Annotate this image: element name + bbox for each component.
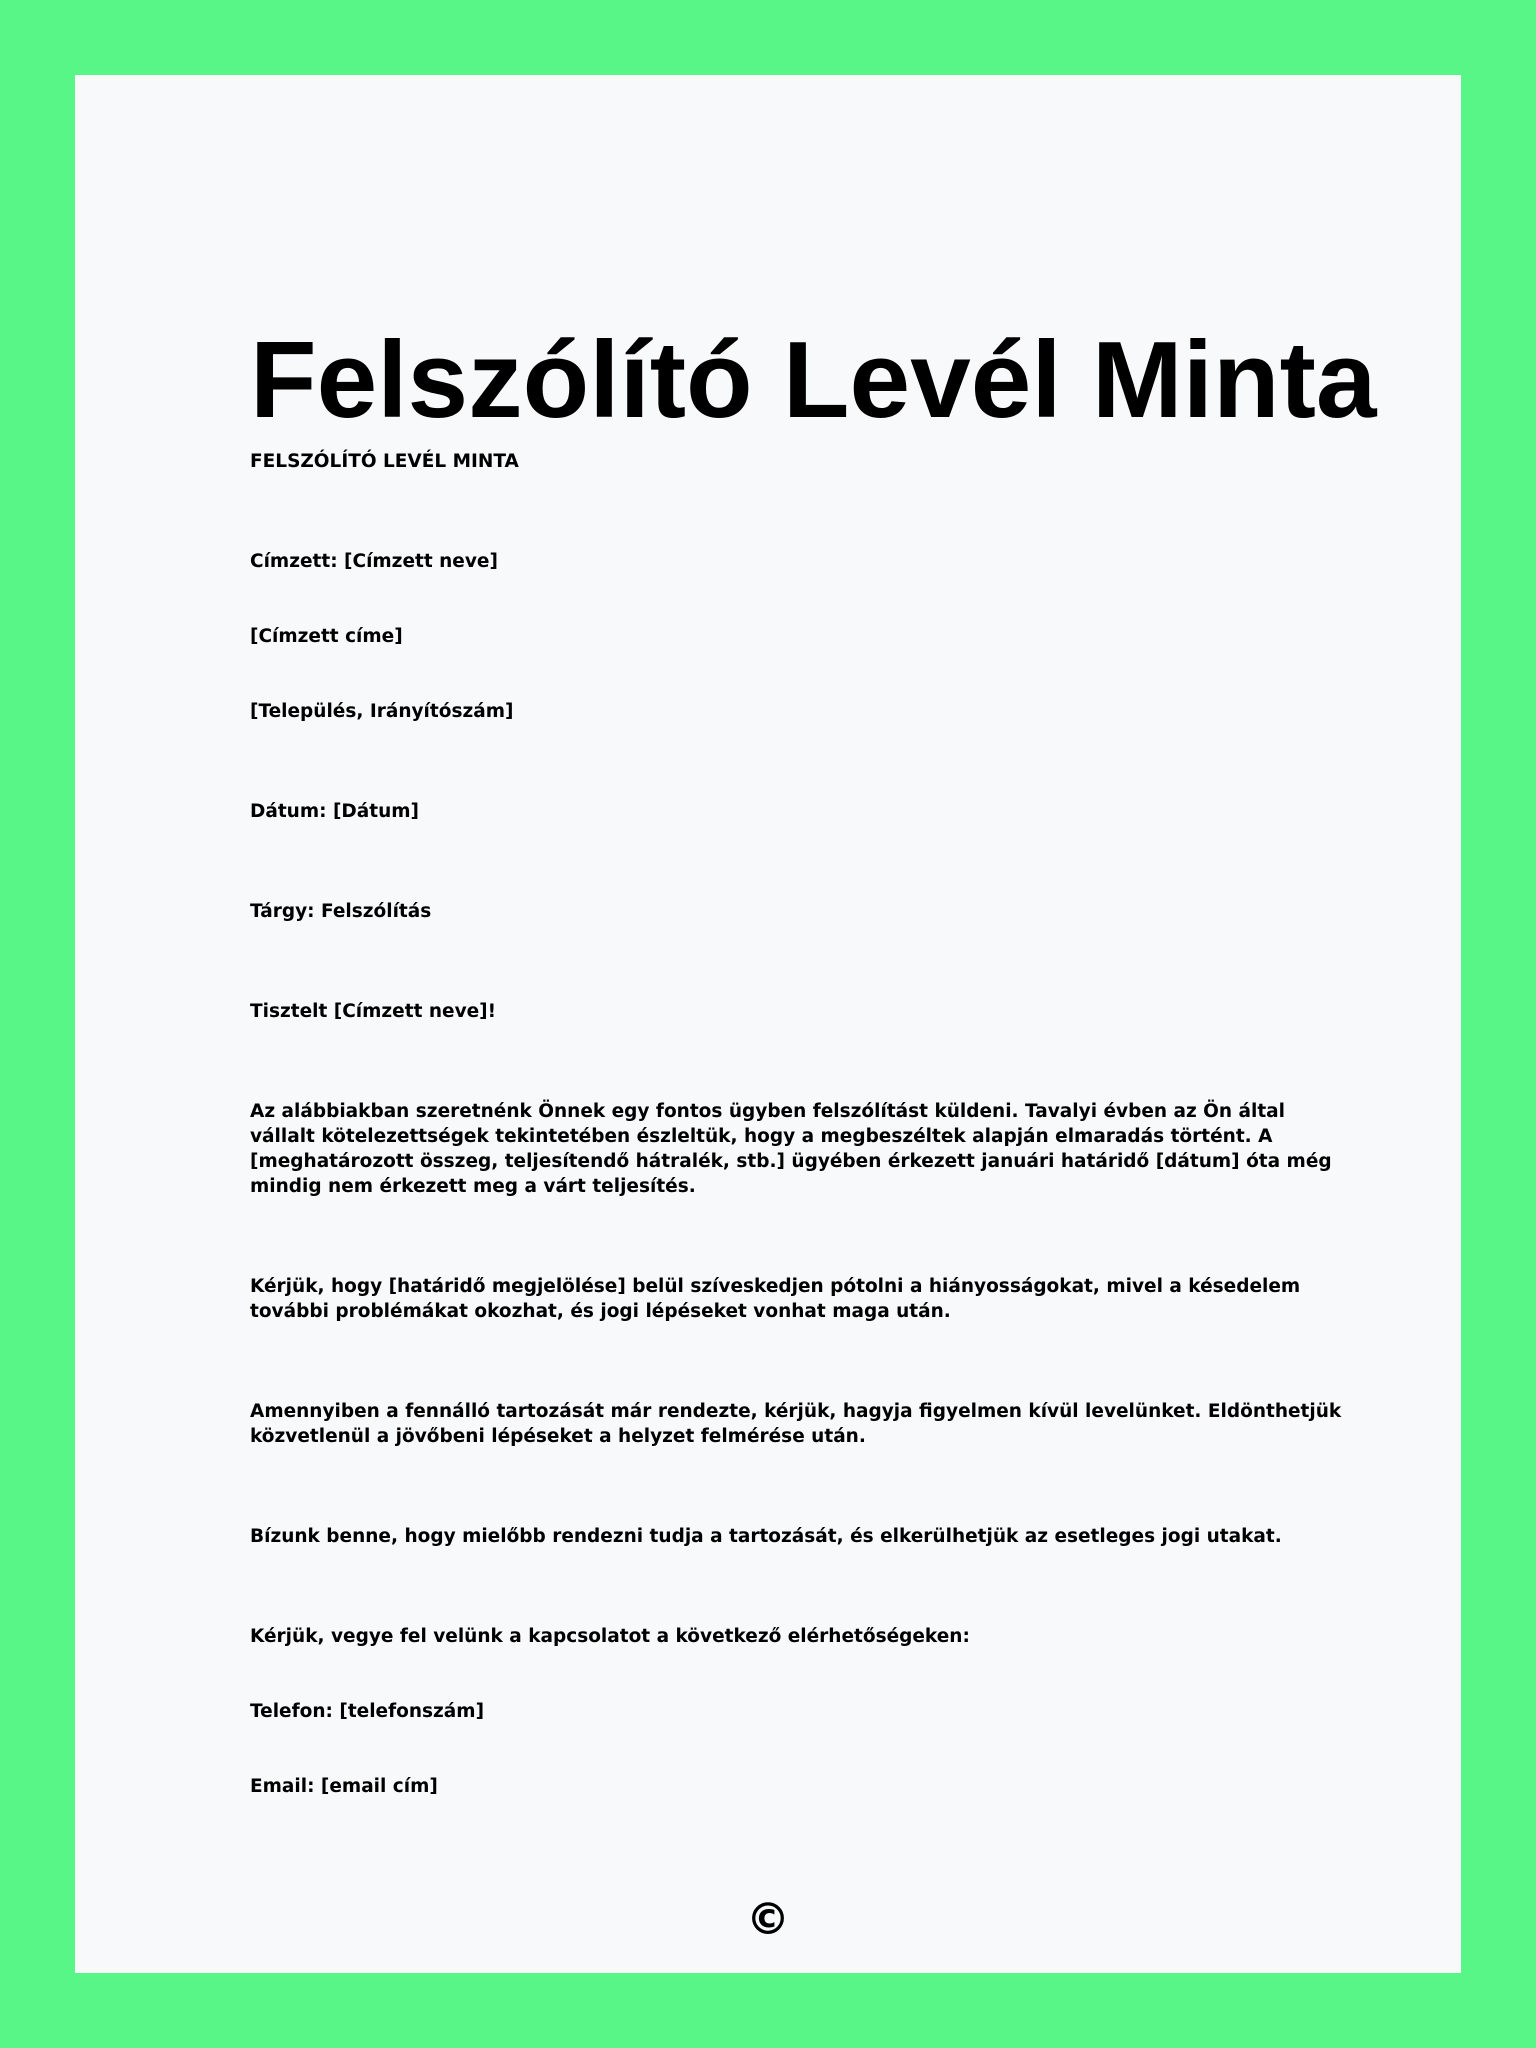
body-paragraph-1: Az alábbiakban szeretnénk Önnek egy fontos ügyben felszólítást küldeni. Tavalyi évben az Ön által vállalt kötelezettségek tekintetében észleltük, hogy a megbeszéltek alapján elmaradás történt. A [meghatározott összeg, teljesítendő hátralék, stb.] ügyében érkezett januári határidő [dátum] óta még mindig nem érkezett meg a várt teljesítés. [250,1101,1332,1197]
date-line: Dátum: [Dátum] [250,801,420,822]
copyright-icon: © [746,1894,790,1945]
subject-line: Tárgy: Felszólítás [250,901,432,922]
address-line: [Címzett címe] [250,626,403,647]
phone-line: Telefon: [telefonszám] [250,1701,485,1722]
body-paragraph-3: Amennyiben a fennálló tartozását már rendezte, kérjük, hagyja figyelmen kívül levelünket. Eldönthetjük közvetlenül a jövőbeni lépéseket a helyzet felmérése után. [250,1401,1342,1447]
email-line: Email: [email cím] [250,1776,438,1797]
recipient-line: Címzett: [Címzett neve] [250,551,498,572]
letter-heading: FELSZÓLÍTÓ LEVÉL MINTA [250,451,519,472]
contact-intro: Kérjük, vegye fel velünk a kapcsolatot a következő elérhetőségeken: [250,1626,970,1647]
city-line: [Település, Irányítószám] [250,701,514,722]
body-paragraph-2: Kérjük, hogy [határidő megjelölése] belül szíveskedjen pótolni a hiányosságokat, mivel a késedelem további problémákat okozhat, és jogi lépéseket vonhat maga után. [250,1276,1301,1322]
body-paragraph-4: Bízunk benne, hogy mielőbb rendezni tudja a tartozását, és elkerülhetjük az esetleges jogi utakat. [250,1526,1282,1547]
page-title: Felszólító Levél Minta [250,319,1377,441]
letter-page [75,75,1461,1973]
salutation: Tisztelt [Címzett neve]! [250,1001,497,1022]
